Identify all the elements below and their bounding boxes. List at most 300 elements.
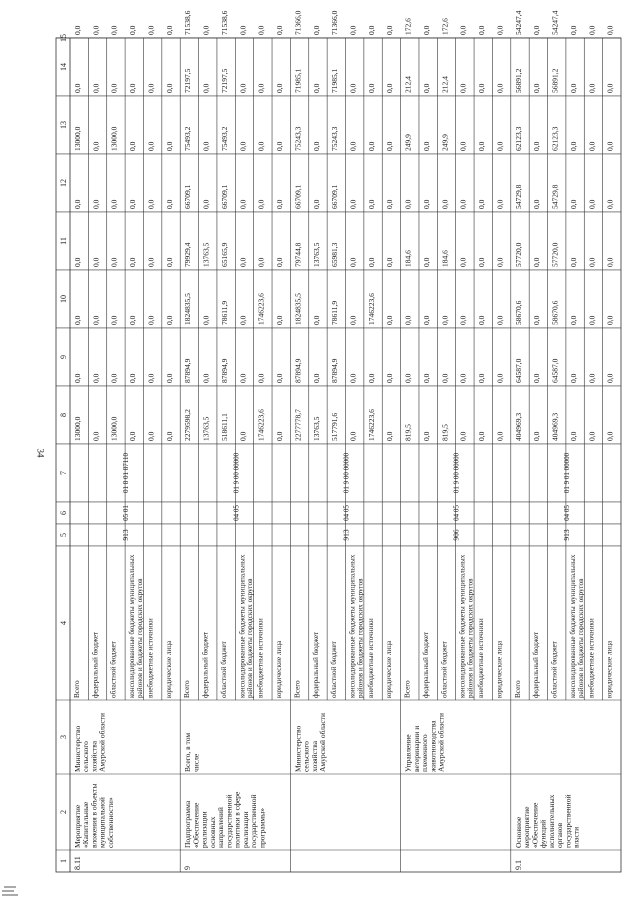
amount-cell: 0,0 xyxy=(238,25,248,35)
amount-cell: 0,0 xyxy=(73,373,82,383)
amount-cell: 0,0 xyxy=(91,25,101,35)
amount-cell: 0,0 xyxy=(311,25,321,35)
amount-cell: 0,0 xyxy=(385,257,395,267)
amount-cell: 0,0 xyxy=(532,373,542,383)
section-code: 04 05 xyxy=(562,505,571,521)
funding-source: внебюджетные источники xyxy=(477,618,486,698)
amount-cell: 0,0 xyxy=(128,199,138,209)
amount-cell: 0,0 xyxy=(605,373,615,383)
funding-source: консолидированные бюджеты муниципальныхрайонов и бюджеты городских округов xyxy=(238,554,255,698)
amount-cell: 0,0 xyxy=(146,141,156,151)
amount-cell: 0,0 xyxy=(238,373,248,383)
amount-cell: 13763,5 xyxy=(311,416,321,441)
amount-cell: 58670,6 xyxy=(513,300,523,325)
amount-cell: 0,0 xyxy=(146,199,156,209)
amount-cell: 0,0 xyxy=(164,431,174,441)
amount-cell: 0,0 xyxy=(73,199,82,209)
amount-cell: 0,0 xyxy=(238,315,248,325)
amount-cell: 184,6 xyxy=(403,250,413,267)
amount-cell: 75493,2 xyxy=(219,126,229,151)
amount-cell: 72197,5 xyxy=(183,68,193,93)
amount-cell: 0,0 xyxy=(164,373,174,383)
funding-source: федеральный бюджет xyxy=(421,631,430,698)
amount-cell: 1746223,6 xyxy=(256,293,266,325)
amount-cell: 0,0 xyxy=(495,373,505,383)
amount-cell: 66709,1 xyxy=(293,184,303,209)
amount-cell: 0,0 xyxy=(568,315,578,325)
amount-cell: 62123,3 xyxy=(550,126,560,151)
funding-source: консолидированные бюджеты муниципальныхрайонов и бюджеты городских округов xyxy=(458,554,475,698)
amount-cell: 75493,2 xyxy=(183,126,193,151)
amount-cell: 0,0 xyxy=(568,199,578,209)
funding-source: Всего xyxy=(513,680,522,698)
amount-cell: 2279598,2 xyxy=(183,409,193,441)
amount-cell: 0,0 xyxy=(109,257,119,267)
amount-cell: 75243,3 xyxy=(293,126,303,151)
amount-cell: 64587,0 xyxy=(550,358,560,383)
amount-cell: 0,0 xyxy=(568,83,578,93)
header-cell: 6 xyxy=(59,510,68,515)
funding-source: областной бюджет xyxy=(219,641,228,698)
amount-cell: 0,0 xyxy=(587,83,597,93)
funding-source: областной бюджет xyxy=(109,641,118,698)
row-number: 9.1 xyxy=(513,859,523,870)
amount-cell: 13000,0 xyxy=(109,416,119,441)
amount-cell: 0,0 xyxy=(275,373,285,383)
amount-cell: 0,0 xyxy=(477,315,487,325)
amount-cell: 0,0 xyxy=(587,257,597,267)
amount-cell: 65981,3 xyxy=(330,242,340,267)
amount-cell: 0,0 xyxy=(73,25,82,35)
funding-source: внебюджетные источники xyxy=(146,618,155,698)
amount-cell: 0,0 xyxy=(311,141,321,151)
amount-cell: 0,0 xyxy=(587,199,597,209)
amount-cell: 0,0 xyxy=(385,431,395,441)
amount-cell: 0,0 xyxy=(366,373,376,383)
amount-cell: 66709,1 xyxy=(330,184,340,209)
amount-cell: 0,0 xyxy=(164,199,174,209)
amount-cell: 0,0 xyxy=(421,257,431,267)
amount-cell: 0,0 xyxy=(91,431,101,441)
amount-cell: 0,0 xyxy=(403,199,413,209)
amount-cell: 0,0 xyxy=(421,199,431,209)
header-cell: 14 xyxy=(59,62,68,71)
executor-name: Всего, в томчисле xyxy=(183,732,201,772)
amount-cell: 0,0 xyxy=(146,257,156,267)
amount-cell: 0,0 xyxy=(275,141,285,151)
amount-cell: 0,0 xyxy=(109,315,119,325)
amount-cell: 819,5 xyxy=(403,424,413,441)
amount-cell: 0,0 xyxy=(73,83,82,93)
header-cell: 15 xyxy=(59,33,68,42)
amount-cell: 0,0 xyxy=(275,83,285,93)
amount-cell: 0,0 xyxy=(73,315,82,325)
target-article-code: 01 9 00 00000 xyxy=(342,452,351,494)
funding-source: Всего xyxy=(73,680,81,698)
amount-cell: 0,0 xyxy=(495,83,505,93)
amount-cell: 0,0 xyxy=(311,83,321,93)
amount-cell: 0,0 xyxy=(532,431,542,441)
amount-cell: 0,0 xyxy=(73,257,82,267)
amount-cell: 0,0 xyxy=(146,83,156,93)
amount-cell: 0,0 xyxy=(164,83,174,93)
amount-cell: 0,0 xyxy=(421,431,431,441)
amount-cell: 0,0 xyxy=(146,25,156,35)
amount-cell: 0,0 xyxy=(311,199,321,209)
amount-cell: 0,0 xyxy=(128,315,138,325)
amount-cell: 0,0 xyxy=(458,257,468,267)
amount-cell: 0,0 xyxy=(109,199,119,209)
target-article-code: 01 9 01 00000 xyxy=(562,452,571,494)
amount-cell: 0,0 xyxy=(477,373,487,383)
amount-cell: 54247,4 xyxy=(550,10,560,35)
funding-source: консолидированные бюджеты муниципальныхрайонов и бюджеты городских округов xyxy=(568,554,585,698)
amount-cell: 0,0 xyxy=(605,83,615,93)
amount-cell: 75243,3 xyxy=(330,126,340,151)
amount-cell: 56891,2 xyxy=(513,68,523,93)
amount-cell: 54729,8 xyxy=(550,184,560,209)
amount-cell: 0,0 xyxy=(495,25,505,35)
section-code: 04 05 xyxy=(232,505,241,521)
amount-cell: 0,0 xyxy=(146,315,156,325)
funding-source: внебюджетные источники xyxy=(587,618,596,698)
funding-source: областной бюджет xyxy=(440,641,449,698)
amount-cell: 57720,0 xyxy=(550,242,560,267)
amount-cell: 0,0 xyxy=(256,373,266,383)
amount-cell: 13763,5 xyxy=(201,416,211,441)
amount-cell: 13000,0 xyxy=(109,126,119,151)
amount-cell: 0,0 xyxy=(477,83,487,93)
amount-cell: 0,0 xyxy=(587,373,597,383)
amount-cell: 0,0 xyxy=(128,83,138,93)
amount-cell: 0,0 xyxy=(238,83,248,93)
amount-cell: 0,0 xyxy=(385,25,395,35)
header-cell: 4 xyxy=(59,620,68,625)
amount-cell: 0,0 xyxy=(458,373,468,383)
amount-cell: 249,9 xyxy=(440,134,450,151)
funding-source: внебюджетные источники xyxy=(256,618,265,698)
amount-cell: 0,0 xyxy=(532,257,542,267)
amount-cell: 65165,9 xyxy=(219,242,229,267)
amount-cell: 64587,0 xyxy=(513,358,523,383)
amount-cell: 0,0 xyxy=(348,431,358,441)
amount-cell: 13000,0 xyxy=(73,126,82,151)
amount-cell: 71366,0 xyxy=(293,10,303,35)
amount-cell: 0,0 xyxy=(385,373,395,383)
amount-cell: 0,0 xyxy=(458,431,468,441)
funding-source: внебюджетные источники xyxy=(366,618,375,698)
amount-cell: 13763,5 xyxy=(311,242,321,267)
amount-cell: 0,0 xyxy=(568,25,578,35)
amount-cell: 0,0 xyxy=(440,199,450,209)
amount-cell: 0,0 xyxy=(275,257,285,267)
amount-cell: 0,0 xyxy=(275,431,285,441)
amount-cell: 0,0 xyxy=(146,373,156,383)
amount-cell: 0,0 xyxy=(366,25,376,35)
amount-cell: 0,0 xyxy=(495,199,505,209)
amount-cell: 0,0 xyxy=(568,373,578,383)
funding-source: федеральный бюджет xyxy=(201,631,210,698)
funding-source: консолидированные бюджеты муниципальныхрайонов и бюджеты городских округов xyxy=(128,554,145,698)
amount-cell: 0,0 xyxy=(568,431,578,441)
target-article-code: 01 8 01 87110 xyxy=(122,452,131,493)
amount-cell: 0,0 xyxy=(366,141,376,151)
amount-cell: 0,0 xyxy=(421,315,431,325)
amount-cell: 0,0 xyxy=(440,373,450,383)
amount-cell: 0,0 xyxy=(201,141,211,151)
amount-cell: 172,6 xyxy=(440,18,450,35)
amount-cell: 0,0 xyxy=(477,199,487,209)
amount-cell: 0,0 xyxy=(256,141,266,151)
amount-cell: 0,0 xyxy=(109,373,119,383)
amount-cell: 1824835,5 xyxy=(183,293,193,325)
amount-cell: 0,0 xyxy=(201,83,211,93)
funding-source: Всего xyxy=(293,680,302,698)
amount-cell: 0,0 xyxy=(311,373,321,383)
amount-cell: 79929,4 xyxy=(183,242,193,267)
amount-cell: 404969,3 xyxy=(513,412,523,441)
executor-name: Управлениеветеринарии иплеменногоживотноводстваАмурской области xyxy=(403,713,446,772)
amount-cell: 0,0 xyxy=(495,141,505,151)
amount-cell: 0,0 xyxy=(109,83,119,93)
amount-cell: 57720,0 xyxy=(513,242,523,267)
amount-cell: 87894,9 xyxy=(219,358,229,383)
amount-cell: 0,0 xyxy=(348,257,358,267)
funding-source: областной бюджет xyxy=(330,641,339,698)
amount-cell: 0,0 xyxy=(605,25,615,35)
amount-cell: 0,0 xyxy=(477,257,487,267)
grbs-code: 906 xyxy=(451,529,461,541)
amount-cell: 0,0 xyxy=(91,257,101,267)
header-cell: 5 xyxy=(59,532,68,537)
table-frame xyxy=(56,38,621,872)
amount-cell: 87894,9 xyxy=(293,358,303,383)
amount-cell: 0,0 xyxy=(256,199,266,209)
row-number: 8.11 xyxy=(73,856,82,870)
amount-cell: 0,0 xyxy=(495,431,505,441)
funding-source: федеральный бюджет xyxy=(91,631,100,698)
amount-cell: 56891,2 xyxy=(550,68,560,93)
header-cell: 8 xyxy=(59,412,68,417)
amount-cell: 0,0 xyxy=(605,431,615,441)
amount-cell: 0,0 xyxy=(348,83,358,93)
amount-cell: 58670,6 xyxy=(550,300,560,325)
amount-cell: 0,0 xyxy=(458,83,468,93)
amount-cell: 0,0 xyxy=(421,83,431,93)
amount-cell: 0,0 xyxy=(348,373,358,383)
amount-cell: 0,0 xyxy=(605,199,615,209)
amount-cell: 0,0 xyxy=(128,373,138,383)
amount-cell: 0,0 xyxy=(532,83,542,93)
amount-cell: 0,0 xyxy=(91,141,101,151)
funding-source: областной бюджет xyxy=(550,641,559,698)
amount-cell: 0,0 xyxy=(238,257,248,267)
amount-cell: 0,0 xyxy=(275,199,285,209)
executor-name: МинистерствосельскогохозяйстваАмурской области xyxy=(73,713,107,772)
header-cell: 12 xyxy=(59,178,68,187)
amount-cell: 0,0 xyxy=(532,199,542,209)
amount-cell: 71985,1 xyxy=(330,68,340,93)
amount-cell: 1746223,6 xyxy=(256,409,266,441)
funding-source: консолидированные бюджеты муниципальныхрайонов и бюджеты городских округов xyxy=(348,554,365,698)
amount-cell: 518611,1 xyxy=(219,413,229,441)
executor-name: МинистерствосельскогохозяйстваАмурской области xyxy=(293,713,328,772)
amount-cell: 0,0 xyxy=(587,25,597,35)
amount-cell: 0,0 xyxy=(201,25,211,35)
amount-cell: 0,0 xyxy=(164,257,174,267)
header-cell: 7 xyxy=(59,470,68,475)
amount-cell: 66709,1 xyxy=(219,184,229,209)
amount-cell: 0,0 xyxy=(128,431,138,441)
amount-cell: 0,0 xyxy=(532,141,542,151)
funding-source: федеральный бюджет xyxy=(311,631,320,698)
grbs-code: 913 xyxy=(341,529,351,541)
amount-cell: 0,0 xyxy=(366,257,376,267)
amount-cell: 79744,8 xyxy=(293,242,303,267)
amount-cell: 54247,4 xyxy=(513,10,523,35)
funding-source: юридические лица xyxy=(385,640,394,698)
amount-cell: 0,0 xyxy=(164,141,174,151)
amount-cell: 0,0 xyxy=(458,25,468,35)
grbs-code: 913 xyxy=(121,529,131,541)
row-number: 9 xyxy=(183,865,193,870)
amount-cell: 0,0 xyxy=(440,315,450,325)
amount-cell: 0,0 xyxy=(605,315,615,325)
amount-cell: 71538,6 xyxy=(183,10,193,35)
page-corner-mark xyxy=(0,875,36,899)
amount-cell: 0,0 xyxy=(587,431,597,441)
amount-cell: 0,0 xyxy=(366,83,376,93)
amount-cell: 0,0 xyxy=(238,141,248,151)
amount-cell: 66709,1 xyxy=(183,184,193,209)
amount-cell: 0,0 xyxy=(109,25,119,35)
amount-cell: 819,5 xyxy=(440,424,450,441)
amount-cell: 71985,1 xyxy=(293,68,303,93)
amount-cell: 1746223,6 xyxy=(366,409,376,441)
amount-cell: 0,0 xyxy=(201,373,211,383)
amount-cell: 0,0 xyxy=(421,25,431,35)
amount-cell: 0,0 xyxy=(128,141,138,151)
amount-cell: 0,0 xyxy=(458,199,468,209)
measure-name: Мероприятие«Капитальныевложения в объектымуниципальнойсобственности» xyxy=(73,783,115,848)
amount-cell: 0,0 xyxy=(366,199,376,209)
amount-cell: 0,0 xyxy=(128,25,138,35)
grbs-code: 913 xyxy=(561,529,571,541)
funding-source: Всего xyxy=(183,680,192,698)
amount-cell: 0,0 xyxy=(587,141,597,151)
amount-cell: 0,0 xyxy=(403,373,413,383)
amount-cell: 0,0 xyxy=(238,199,248,209)
amount-cell: 0,0 xyxy=(458,315,468,325)
amount-cell: 0,0 xyxy=(385,315,395,325)
budget-table xyxy=(56,10,621,872)
amount-cell: 212,4 xyxy=(403,76,413,93)
amount-cell: 0,0 xyxy=(532,25,542,35)
amount-cell: 0,0 xyxy=(421,141,431,151)
amount-cell: 0,0 xyxy=(256,25,266,35)
header-cell: 2 xyxy=(59,809,68,814)
amount-cell: 0,0 xyxy=(421,373,431,383)
amount-cell: 0,0 xyxy=(256,83,266,93)
amount-cell: 0,0 xyxy=(91,83,101,93)
amount-cell: 62123,3 xyxy=(513,126,523,151)
page-number: 34 xyxy=(35,448,46,458)
amount-cell: 0,0 xyxy=(532,315,542,325)
amount-cell: 0,0 xyxy=(495,257,505,267)
amount-cell: 87894,9 xyxy=(330,358,340,383)
amount-cell: 0,0 xyxy=(201,199,211,209)
amount-cell: 2277778,7 xyxy=(293,409,303,441)
amount-cell: 78611,9 xyxy=(330,300,340,325)
amount-cell: 0,0 xyxy=(238,431,248,441)
header-cell: 13 xyxy=(59,120,68,129)
funding-source: федеральный бюджет xyxy=(532,631,541,698)
measure-name: Подпрограмма«Обеспечениереализацииосновныхнаправленийгосударственнойполитики в сферереализациигосударственнойпрограммы» xyxy=(183,791,267,848)
funding-source: юридические лица xyxy=(164,640,173,698)
amount-cell: 71366,0 xyxy=(330,10,340,35)
amount-cell: 1746223,6 xyxy=(366,293,376,325)
amount-cell: 0,0 xyxy=(91,373,101,383)
amount-cell: 0,0 xyxy=(348,25,358,35)
funding-source: юридические лица xyxy=(495,640,504,698)
amount-cell: 54729,8 xyxy=(513,184,523,209)
amount-cell: 0,0 xyxy=(568,141,578,151)
amount-cell: 212,4 xyxy=(440,76,450,93)
amount-cell: 87894,9 xyxy=(183,358,193,383)
funding-source: юридические лица xyxy=(605,640,614,698)
amount-cell: 172,6 xyxy=(403,18,413,35)
amount-cell: 1824835,5 xyxy=(293,293,303,325)
target-article-code: 01 9 00 00000 xyxy=(452,452,461,494)
section-code: 04 05 xyxy=(452,505,461,521)
amount-cell: 0,0 xyxy=(275,315,285,325)
amount-cell: 0,0 xyxy=(91,199,101,209)
amount-cell: 0,0 xyxy=(495,315,505,325)
amount-cell: 0,0 xyxy=(348,141,358,151)
amount-cell: 0,0 xyxy=(164,25,174,35)
amount-cell: 78611,9 xyxy=(219,300,229,325)
amount-cell: 0,0 xyxy=(146,431,156,441)
amount-cell: 13000,0 xyxy=(73,416,82,441)
section-code: 05 01 xyxy=(122,505,131,521)
amount-cell: 71538,6 xyxy=(219,10,229,35)
amount-cell: 0,0 xyxy=(477,25,487,35)
amount-cell: 0,0 xyxy=(568,257,578,267)
amount-cell: 0,0 xyxy=(201,315,211,325)
amount-cell: 0,0 xyxy=(385,141,395,151)
amount-cell: 0,0 xyxy=(128,257,138,267)
amount-cell: 184,6 xyxy=(440,250,450,267)
amount-cell: 0,0 xyxy=(91,315,101,325)
header-cell: 10 xyxy=(59,294,68,303)
amount-cell: 0,0 xyxy=(385,199,395,209)
amount-cell: 0,0 xyxy=(256,257,266,267)
amount-cell: 0,0 xyxy=(348,199,358,209)
funding-source: Всего xyxy=(403,680,412,698)
header-cell: 3 xyxy=(59,734,68,739)
amount-cell: 0,0 xyxy=(275,25,285,35)
funding-source: юридические лица xyxy=(275,640,284,698)
target-article-code: 01 9 00 00000 xyxy=(232,452,241,494)
amount-cell: 0,0 xyxy=(458,141,468,151)
section-code: 04 05 xyxy=(342,505,351,521)
amount-cell: 0,0 xyxy=(605,141,615,151)
amount-cell: 13763,5 xyxy=(201,242,211,267)
amount-cell: 0,0 xyxy=(403,315,413,325)
measure-name: Основноемероприятие«Обеспечениефункцийисполнительныхоргановгосударственнойвласти xyxy=(513,794,581,848)
amount-cell: 0,0 xyxy=(477,141,487,151)
amount-cell: 0,0 xyxy=(477,431,487,441)
